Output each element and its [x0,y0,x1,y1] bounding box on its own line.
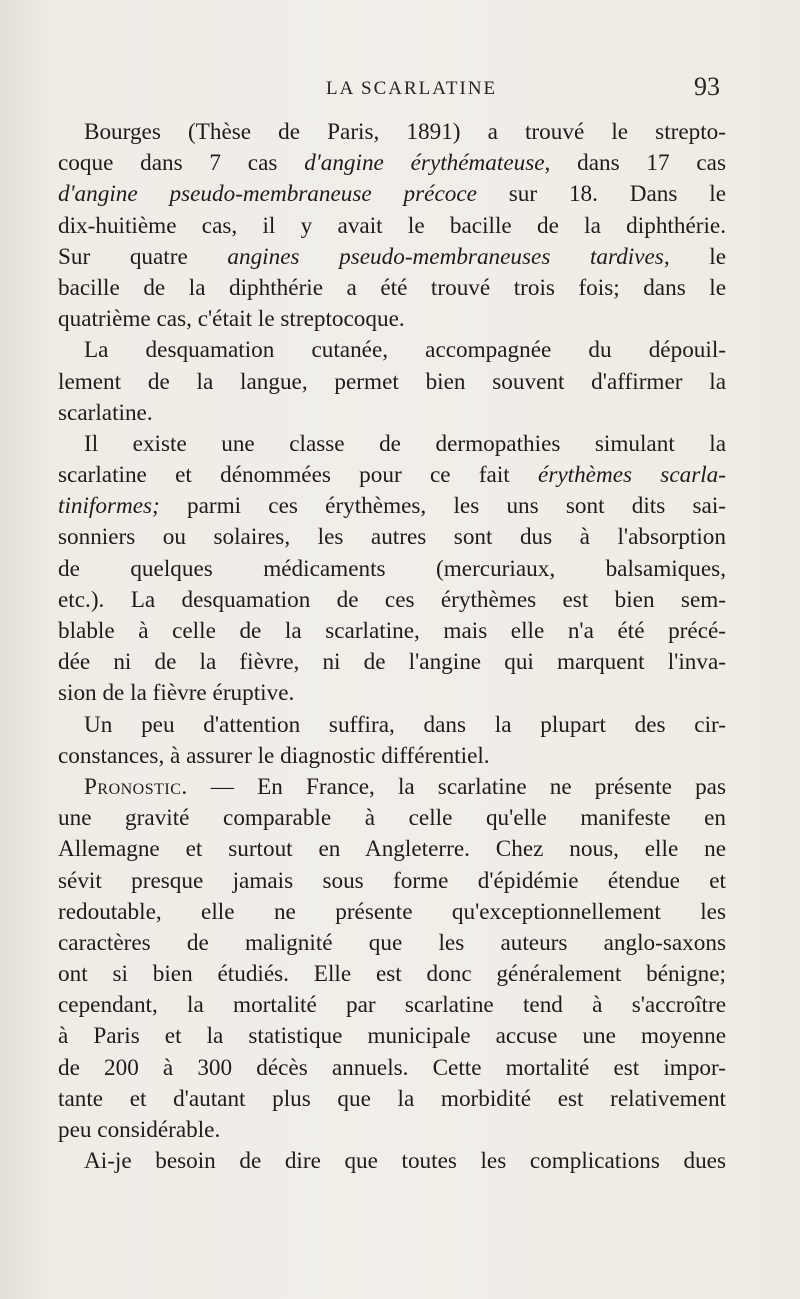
text-line: blable à celle de la scarlatine, mais elle n'a été précé- [58,618,726,644]
text-line: ont si bien étudiés. Elle est donc généralement bénigne; [58,961,726,988]
text-line: sévit presque jamais sous forme d'épidémie étendue et [58,867,726,894]
italic-term: d'angine érythémateuse [304,150,545,177]
text-line: tante et d'autant plus que la morbidité est relativement [58,1085,726,1112]
text-line: dix-huitième cas, il y avait le bacille de la diphthérie. [58,212,726,239]
text-line: coque dans 7 cas d'angine érythémateuse, dans 17 cas [58,150,726,177]
text-line: d'angine pseudo-membraneuse précoce sur 18. Dans le [58,181,726,208]
italic-term: angines pseudo-membraneuses tardives [227,243,664,270]
italic-term: érythèmes scarla- [538,462,727,489]
text-line: dée ni de la fièvre, ni de l'angine qui marquent l'inva- [58,649,726,676]
text-line: une gravité comparable à celle qu'elle manifeste en [58,805,726,832]
text-line: tiniformes; parmi ces érythèmes, les uns sont dits sai- [58,493,726,520]
text-line: cependant, la mortalité par scarlatine tend à s'accroître [58,992,726,1019]
text-line: Pronostic. — En France, la scarlatine ne présente pas [84,773,726,800]
text-line: Bourges (Thèse de Paris, 1891) a trouvé le strepto- [84,119,726,145]
text-line: peu considérable. [58,1117,221,1143]
text-line: Ai-je besoin de dire que toutes les complications dues [84,1148,726,1175]
text-line: sion de la fièvre éruptive. [58,680,295,707]
italic-term: d'angine pseudo-membraneuse précoce [58,181,477,208]
italic-term: tiniformes; [58,493,160,520]
text-line: etc.). La desquamation de ces érythèmes est bien sem- [58,586,726,613]
text-line: lement de la langue, permet bien souvent d'affirmer la [58,368,726,395]
text-line: bacille de la diphthérie a été trouvé trois fois; dans le [58,274,726,301]
text-line: Il existe une classe de dermopathies simulant la [84,430,726,457]
text-line: scarlatine. [58,399,153,426]
text-line: de 200 à 300 décès annuels. Cette mortalité est impor- [58,1054,726,1081]
body-text [58,117,726,1177]
text-line: Sur quatre angines pseudo-membraneuses tardives, le [58,243,726,270]
text-line: quatrième cas, c'était le streptocoque. [58,306,405,333]
page-header [0,72,800,112]
text-line: à Paris et la statistique municipale accuse une moyenne [58,1023,726,1050]
text-line: sonniers ou solaires, les autres sont dus à l'absorption [58,524,726,551]
text-line: Allemagne et surtout en Angleterre. Chez nous, elle ne [58,836,726,863]
text-line: La desquamation cutanée, accompagnée du dépouil- [84,337,726,364]
text-line: Un peu d'attention suffira, dans la plupart des cir- [84,711,726,738]
text-line: caractères de malignité que les auteurs anglo-saxons [58,929,726,956]
text-line: scarlatine et dénommées pour ce fait érythèmes scarla- [58,462,727,489]
section-heading: Pronostic. [84,773,188,800]
page-number: 93 [694,72,720,101]
text-line: constances, à assurer le diagnostic différentiel. [58,742,490,769]
text-line: de quelques médicaments (mercuriaux, balsamiques, [58,555,726,582]
text-line: redoutable, elle ne présente qu'exceptionnellement les [58,898,726,925]
running-title: LA SCARLATINE [326,78,498,99]
